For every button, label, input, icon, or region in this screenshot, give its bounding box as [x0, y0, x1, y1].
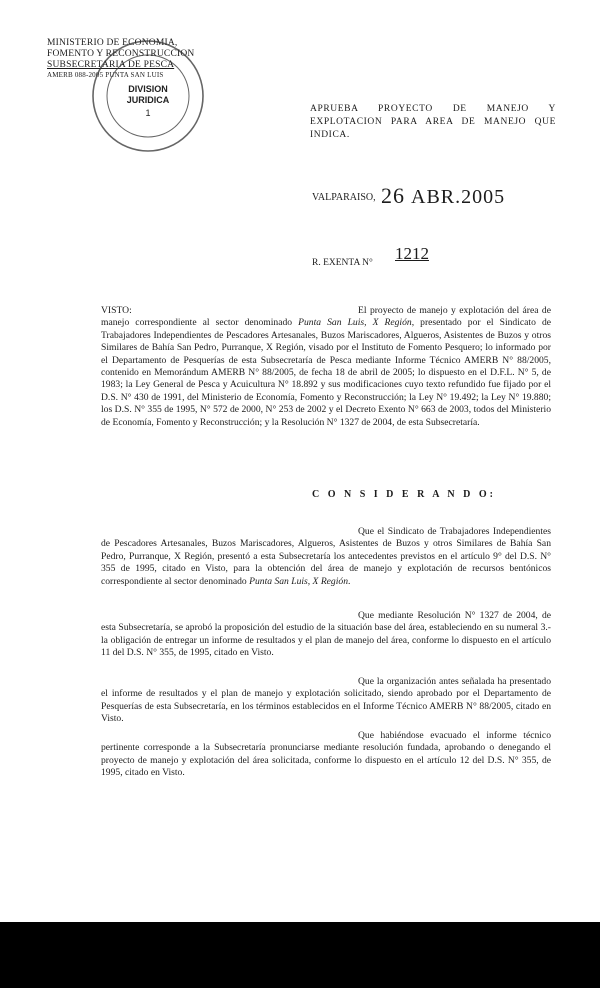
p3-text: Que la organización antes señalada ha presentado el informe de resultados y el plan de manejo y explotación solicitado, siendo aprobado por el Departamento de Pesquerías de esta Subsecretaría, en los términos establecidos en el Informe Técnico AMERB N° 88/2005, citado en Visto.	[101, 676, 551, 725]
svg-text:1: 1	[145, 108, 151, 118]
considerando-heading: C O N S I D E R A N D O:	[312, 489, 496, 500]
date-day: 26	[381, 183, 405, 208]
p2-text: Que mediante Resolución N° 1327 de 2004, de esta Subsecretaría, se aprobó la proposición del estudio de la situación base del área, estableciendo en su numeral 3.- la obligación de entregar un informe de resultados y el plan de manejo del área, conforme lo dispuesto en el artículo 11 del D.S. N° 355, de 1995, citado en Visto.	[101, 610, 551, 659]
visto-paragraph	[101, 305, 551, 429]
p1-text-1: Que el Sindicato de Trabajadores Independientes de Pescadores Artesanales, Buzos Mariscadores, Algueros, Asistentes de Buzos y otros Similares de Bahía San Pedro, Purranque, X Región, presentó a esta Subsecretaría los antecedentes previstos en el artículo 9° del D.S. N° 355 de 1995, citado en Visto, para la obtención del área de manejo y explotación de recursos bentónicos correspondiente al sector denominado	[101, 526, 551, 587]
visto-text-2: , presentado por el Sindicato de Trabajadores Independientes de Pescadores Artesanales, Buzos Mariscadores, Algueros, Asistentes de Buzos y otros Similares de Bahía San Pedro, Purranque, X Región, visado por el Instituto de Fomento Pesquero; lo informado por el Departamento de Pesquerías de esta Subsecretaría de Pesca mediante Informe Técnico AMERB N° 88/2005, contenido en Memorándum AMERB N° 88/2005, de fecha 18 de abril de 2005; lo dispuesto en el D.F.L. N° 5, de 1983; la Ley General de Pesca y Acuicultura N° 18.892 y sus modificaciones cuyo texto refundido fue fijado por el D.S. N° 430 de 1991, del Ministerio de Economía, Fomento y Reconstrucción; la Ley N° 19.492; la Ley N° 19.880; los D.S. N° 355 de 1995, N° 572 de 2000, N° 253 de 2002 y el Decreto Exento N° 663 de 2003, todos del Ministerio de Economía, Fomento y Reconstrucción; y la Resolución N° 1327 de 2004, de esta Subsecretaría.	[101, 317, 551, 428]
considerando-paragraph-3	[101, 676, 551, 726]
place-label: VALPARAISO,	[312, 192, 376, 203]
scan-bottom-border	[0, 922, 600, 988]
visto-lead: VISTO:	[101, 305, 132, 316]
considerando-paragraph-1	[101, 526, 551, 588]
visto-place: Punta San Luis, X Región	[298, 317, 412, 329]
date-month-year: ABR.2005	[411, 186, 506, 208]
resolution-subject: APRUEBA PROYECTO DE MANEJO Y EXPLOTACION PARA AREA DE MANEJO QUE INDICA.	[310, 104, 556, 140]
letterhead-reference: AMERB 088-2005 PUNTA SAN LUIS	[47, 71, 164, 79]
letterhead-ministry-cont: FOMENTO Y RECONSTRUCCION	[47, 49, 195, 59]
resolution-number: 1212	[395, 244, 429, 263]
stamp-line-1: DIVISION	[128, 84, 168, 94]
division-juridica-stamp	[88, 36, 208, 156]
letterhead-subsecretaria: SUBSECRETARIA DE PESCA	[47, 60, 175, 70]
considerando-paragraph-4	[101, 730, 551, 780]
considerando-paragraph-2	[101, 610, 551, 660]
stamp-line-2: JURIDICA	[126, 95, 170, 105]
p4-text: Que habiéndose evacuado el informe técnico pertinente corresponde a la Subsecretaría pronunciarse mediante resolución fundada, aprobando o denegando el proyecto de manejo y explotación del área solicitada, conforme lo dispuesto en el artículo 12 del D.S. N° 355, de 1995, citado en Visto.	[101, 730, 551, 779]
resolution-label: R. EXENTA N°	[312, 258, 373, 268]
visto-text-1: El proyecto de manejo y explotación del área de manejo correspondiente al sector denominado	[101, 305, 551, 329]
resolution-date	[381, 183, 505, 209]
p1-place: Punta San Luis, X Región	[249, 575, 348, 587]
p1-text-2: .	[348, 575, 351, 587]
letterhead-ministry: MINISTERIO DE ECONOMIA,	[47, 38, 178, 48]
